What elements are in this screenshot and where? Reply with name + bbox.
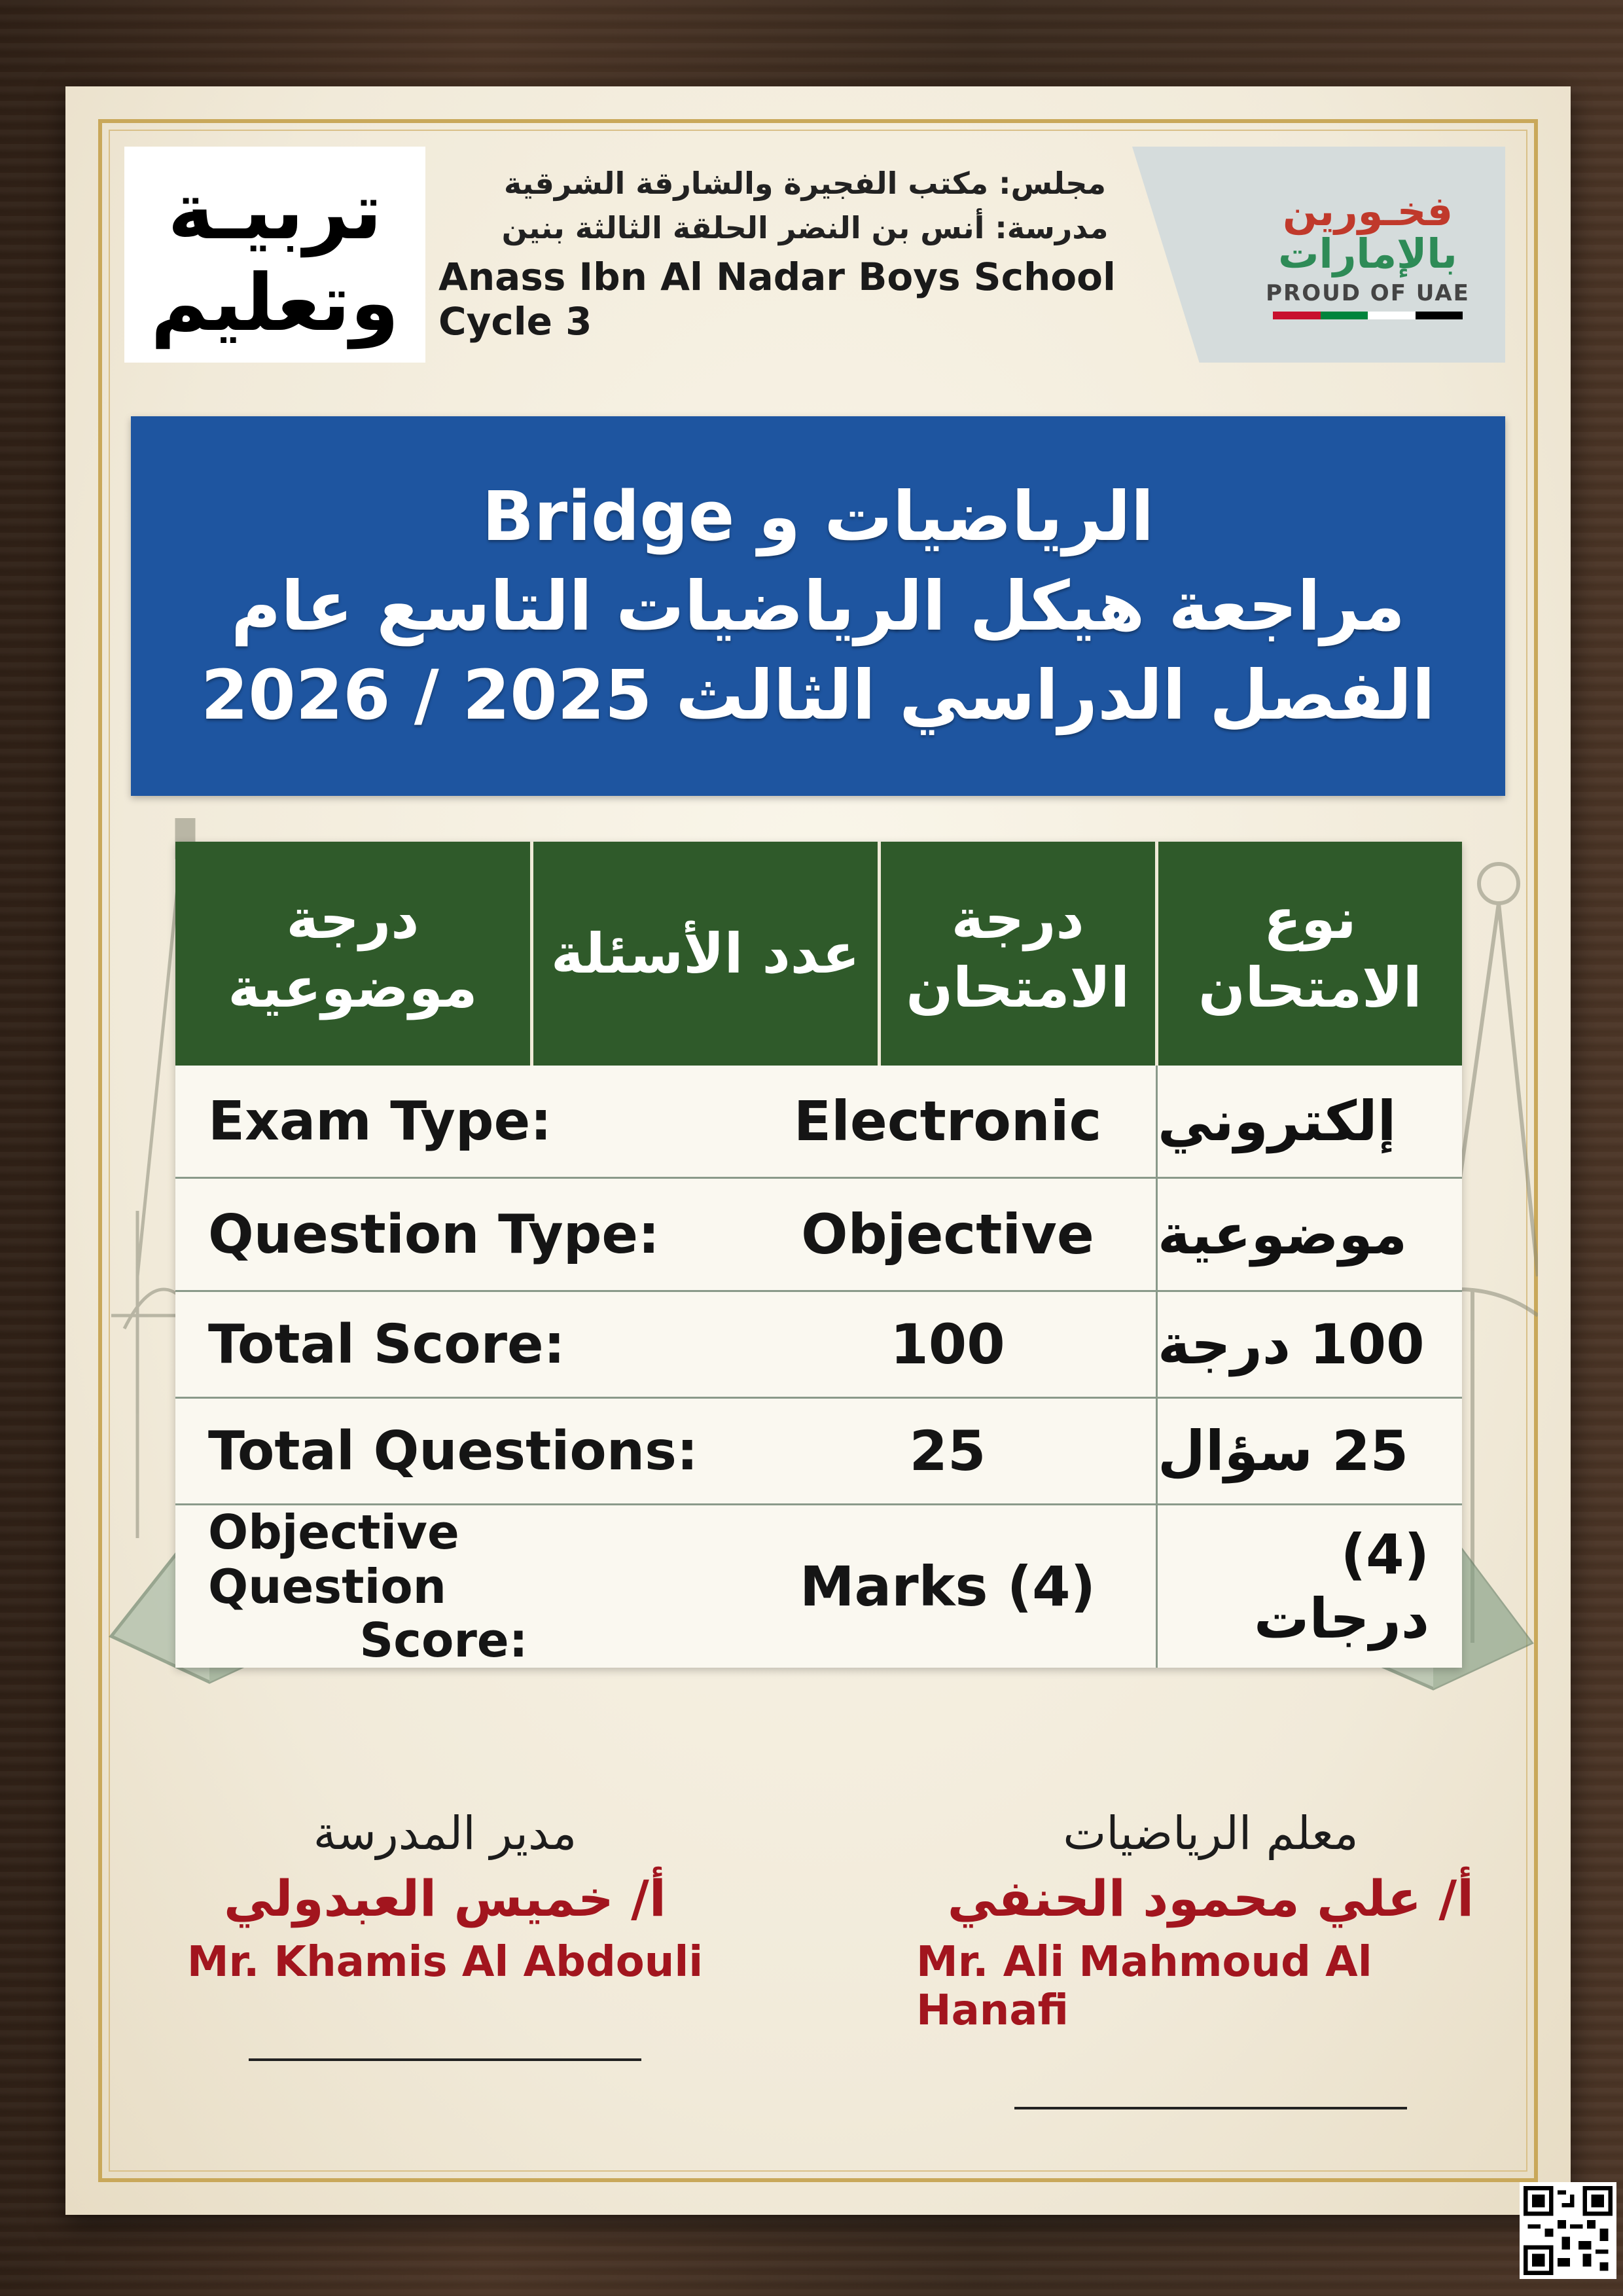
row-label: Exam Type: — [208, 1090, 552, 1153]
row-label-line1: Objective Question — [208, 1504, 459, 1614]
council-name: مجلس: مكتب الفجيرة والشارقة الشرقية — [504, 166, 1106, 201]
table-row — [175, 1503, 1462, 1668]
row-label — [208, 1505, 679, 1668]
row-value: Marks (4) — [799, 1554, 1096, 1619]
table-row — [175, 1397, 1462, 1503]
header-exam-score: درجة الامتحان — [878, 842, 1155, 1066]
principal-name-english: Mr. Khamis Al Abdouli — [187, 1938, 704, 1986]
table-row — [175, 1290, 1462, 1397]
proud-logo-line1: فخـورين — [1282, 187, 1454, 235]
teacher-name-english: Mr. Ali Mahmoud Al Hanafi — [916, 1938, 1372, 2035]
tarbiya-wordmark — [131, 153, 419, 356]
header-exam-type: نوع الامتحان — [1155, 842, 1462, 1066]
qr-code-icon[interactable] — [1520, 2182, 1616, 2279]
table-row — [175, 1066, 1462, 1177]
row-label: Question Type: — [208, 1203, 660, 1266]
row-label-line2: Score: — [359, 1613, 528, 1668]
header-objective-score: درجة موضوعية — [228, 887, 478, 1020]
exam-details-table — [175, 842, 1462, 1668]
row-value: Electronic — [793, 1089, 1102, 1153]
row-value: Objective — [801, 1202, 1094, 1266]
banner-line1: الرياضيات و Bridge — [482, 476, 1154, 557]
principal-signature-block — [151, 1806, 740, 2061]
row-arabic-value: (4) درجات — [1156, 1505, 1462, 1668]
principal-role: مدير المدرسة — [313, 1806, 577, 1860]
tarbiya-logo — [124, 147, 425, 363]
table-row — [175, 1177, 1462, 1290]
logo-line1: تربيـة — [168, 166, 382, 257]
row-value: 100 — [890, 1312, 1005, 1376]
header-question-count: عدد الأسئلة — [530, 842, 878, 1066]
principal-name-arabic: أ/ خميس العبدولي — [224, 1869, 666, 1928]
banner-line2: مراجعة هيكل الرياضيات التاسع عام — [231, 565, 1405, 646]
banner-line3: الفصل الدراسي الثالث 2025 / 2026 — [201, 655, 1435, 736]
table-body — [175, 1066, 1462, 1668]
row-label: Total Questions: — [208, 1420, 698, 1482]
title-banner — [131, 416, 1505, 796]
teacher-signature-line — [1014, 2107, 1407, 2109]
row-label: Total Score: — [208, 1313, 565, 1376]
row-value: 25 — [909, 1419, 986, 1483]
teacher-signature-block — [916, 1806, 1505, 2109]
row-arabic-value: 100 درجة — [1156, 1292, 1462, 1397]
logo-line2: وتعليم — [151, 258, 399, 349]
proud-of-uae-logo — [1257, 170, 1479, 340]
school-header — [438, 147, 1171, 363]
row-arabic-value: 25 سؤال — [1156, 1399, 1462, 1503]
row-arabic-value: إلكتروني — [1156, 1066, 1462, 1177]
table-header-row — [175, 842, 1462, 1066]
row-arabic-value: موضوعية — [1156, 1179, 1462, 1290]
school-name-arabic: مدرسة: أنس بن النضر الحلقة الثالثة بنين — [501, 210, 1109, 245]
proud-logo-line2: بالإمارات — [1278, 229, 1457, 278]
proud-logo-english: PROUD OF UAE — [1266, 280, 1470, 307]
principal-signature-line — [249, 2058, 641, 2061]
uae-flag-bar-icon — [1273, 312, 1463, 319]
teacher-role: معلم الرياضيات — [1063, 1806, 1359, 1860]
school-name-english: Anass Ibn Al Nadar Boys School Cycle 3 — [438, 255, 1116, 344]
teacher-name-arabic: أ/ علي محمود الحنفي — [947, 1869, 1474, 1928]
